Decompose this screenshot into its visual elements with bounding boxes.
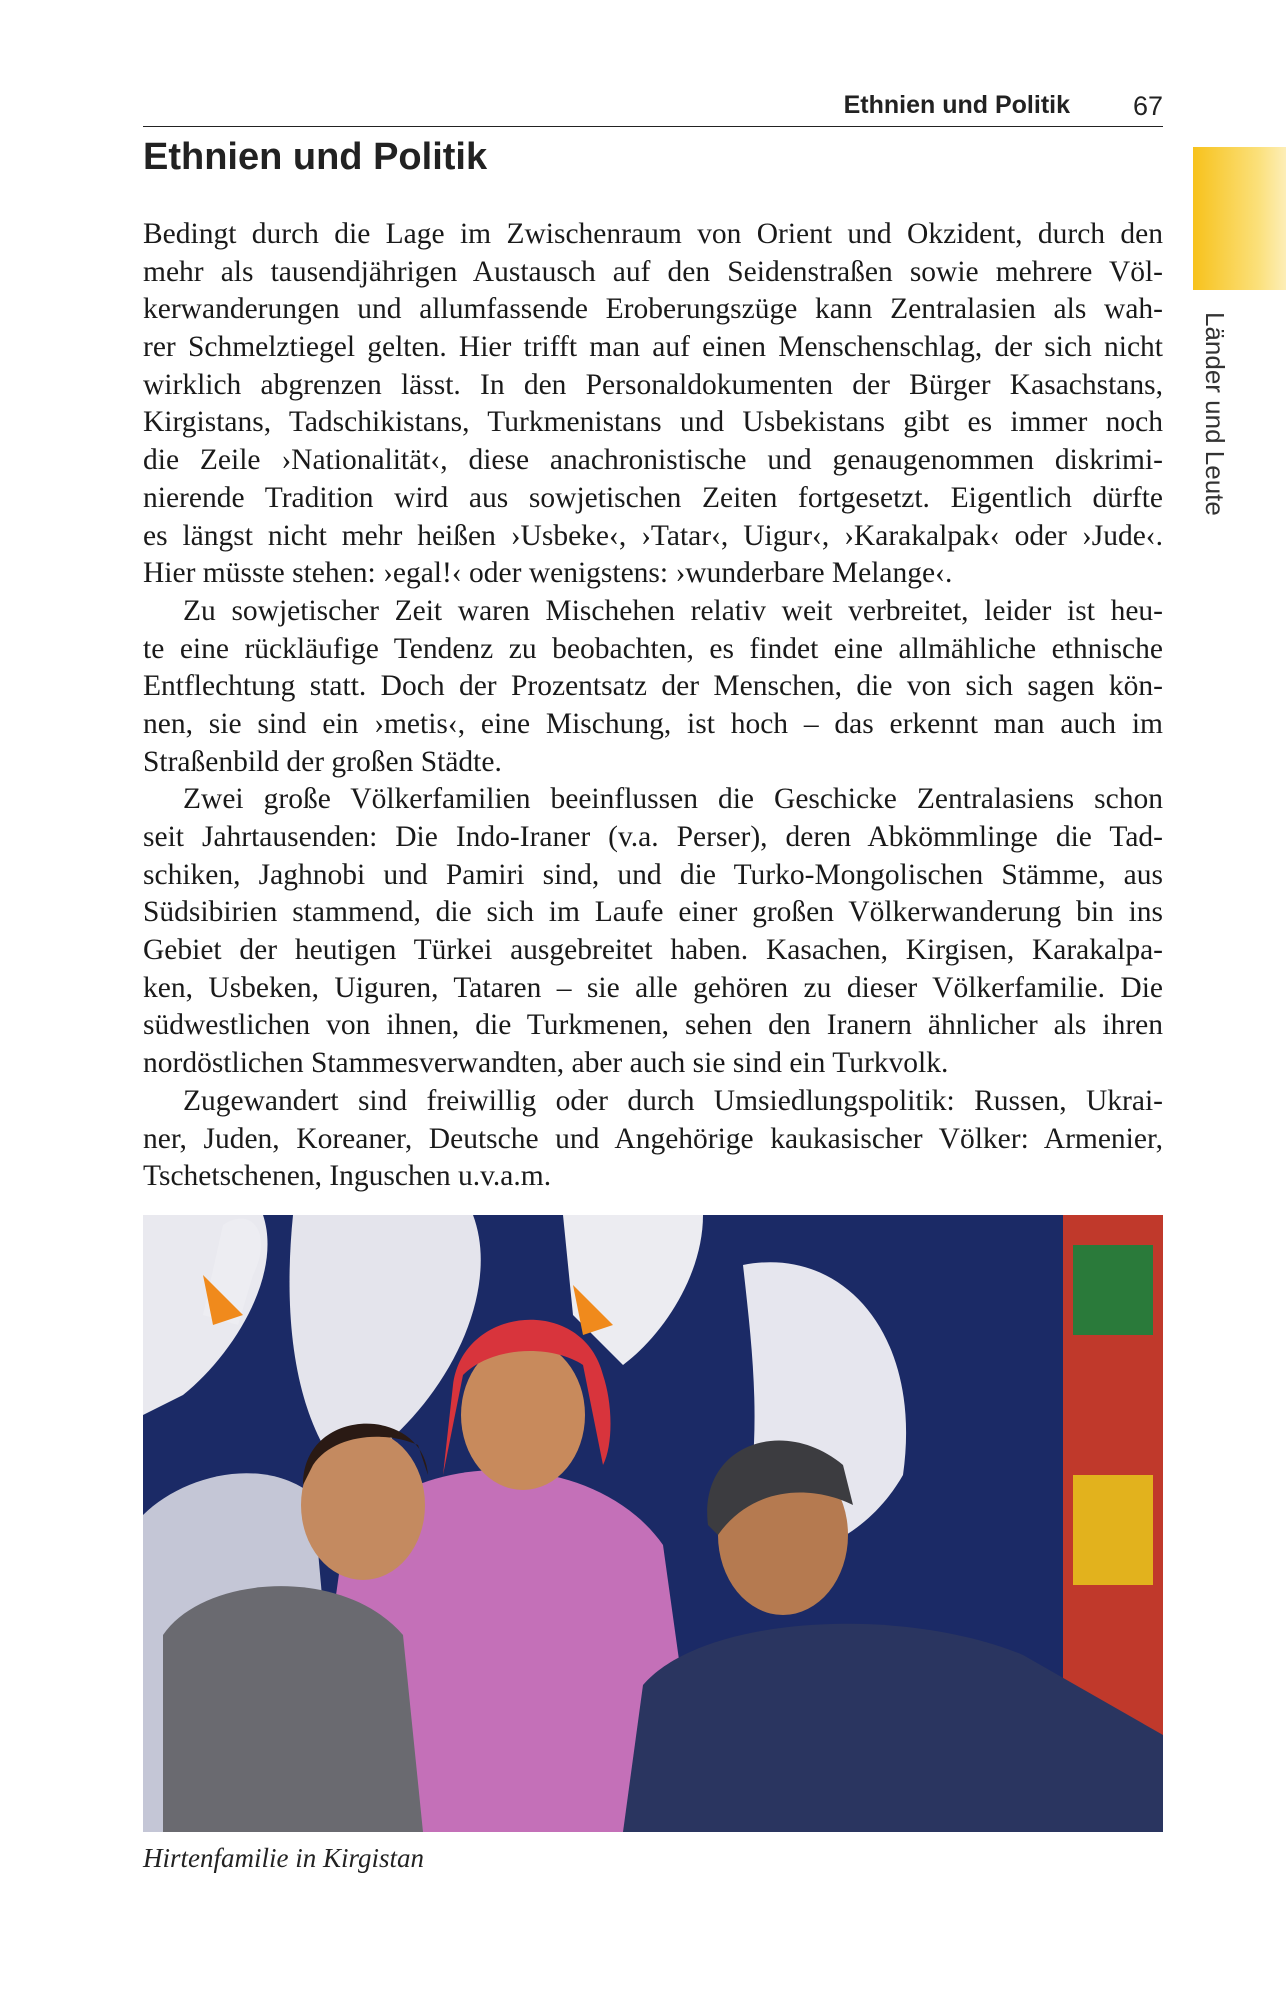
text-line: Zugewandert sind freiwillig oder durch Umsiedlungspolitik: Russen, Ukrai- <box>183 1084 1163 1117</box>
text-line: wirklich abgrenzen lässt. In den Personaldokumenten der Bürger Kasachstans, <box>143 368 1163 401</box>
text-line: Tschetschenen, Inguschen u.v.a.m. <box>143 1160 552 1193</box>
text-line: nordöstlichen Stammesverwandten, aber auch sie sind ein Turkvolk. <box>143 1047 949 1080</box>
text-line: südwestlichen von ihnen, die Turkmenen, sehen den Iranern ähnlicher als ihren <box>143 1009 1163 1042</box>
text-line: Zwei große Völkerfamilien beeinflussen die Geschicke Zentralasiens schon <box>183 783 1163 816</box>
chapter-tab-marker <box>1193 147 1286 290</box>
text-line: Straßenbild der großen Städte. <box>143 745 502 778</box>
text-line: kerwanderungen und allumfassende Eroberungszüge kann Zentralasien als wah- <box>143 293 1163 326</box>
text-line: seit Jahrtausenden: Die Indo-Iraner (v.a. Perser), deren Abkömmlinge die Tad- <box>143 821 1163 853</box>
text-line: nen, sie sind ein ›metis‹, eine Mischung, ist hoch – das erkennt man auch im <box>143 707 1163 740</box>
section-title: Ethnien und Politik <box>143 136 488 178</box>
chapter-side-label <box>1196 312 1236 552</box>
text-line: Gebiet der heutigen Türkei ausgebreitet haben. Kasachen, Kirgisen, Karakalpa- <box>143 934 1163 967</box>
photo-caption: Hirtenfamilie in Kirgistan <box>143 1843 425 1873</box>
text-line: Kirgistans, Tadschikistans, Turkmenistans und Usbekistans gibt es immer noch <box>143 406 1163 439</box>
text-line: es längst nicht mehr heißen ›Usbeke‹, ›Tatar‹, Uigur‹, ›Karakalpak‹ oder ›Jude‹. <box>143 519 1163 552</box>
photo-shepherd-family <box>143 1215 1163 1832</box>
text-line: te eine rückläufige Tendenz zu beobachten, es findet eine allmähliche ethnische <box>143 632 1163 665</box>
running-header <box>143 88 1163 127</box>
text-line: Entflechtung statt. Doch der Prozentsatz der Menschen, die von sich sagen kön- <box>143 670 1163 703</box>
body-text <box>143 216 1163 1196</box>
page-number: 67 <box>1132 91 1163 121</box>
chapter-label-text: Länder und Leute <box>1200 312 1230 516</box>
text-line: die Zeile ›Nationalität‹, diese anachronistische und genaugenommen diskrimi- <box>143 444 1163 477</box>
text-line: Bedingt durch die Lage im Zwischenraum von Orient und Okzident, durch den <box>143 218 1163 250</box>
running-title: Ethnien und Politik <box>843 91 1070 119</box>
text-line: nierende Tradition wird aus sowjetischen Zeiten fortgesetzt. Eigentlich dürfte <box>143 481 1163 514</box>
text-line: Südsibirien stammend, die sich im Laufe einer großen Völkerwanderung bin ins <box>143 896 1163 929</box>
text-line: rer Schmelztiegel gelten. Hier trifft man auf einen Menschenschlag, der sich nicht <box>143 331 1163 364</box>
text-line: ner, Juden, Koreaner, Deutsche und Angehörige kaukasischer Völker: Armenier, <box>143 1122 1163 1155</box>
text-line: Zu sowjetischer Zeit waren Mischehen relativ weit verbreitet, leider ist heu- <box>183 594 1163 627</box>
text-line: mehr als tausendjährigen Austausch auf den Seidenstraßen sowie mehrere Völ- <box>143 255 1163 288</box>
text-line: ken, Usbeken, Uiguren, Tataren – sie alle gehören zu dieser Völkerfamilie. Die <box>143 971 1163 1004</box>
text-line: schiken, Jaghnobi und Pamiri sind, und die Turko-Mongolischen Stämme, aus <box>143 858 1163 891</box>
text-line: Hier müsste stehen: ›egal!‹ oder wenigstens: ›wunderbare Melange‹. <box>143 557 953 590</box>
